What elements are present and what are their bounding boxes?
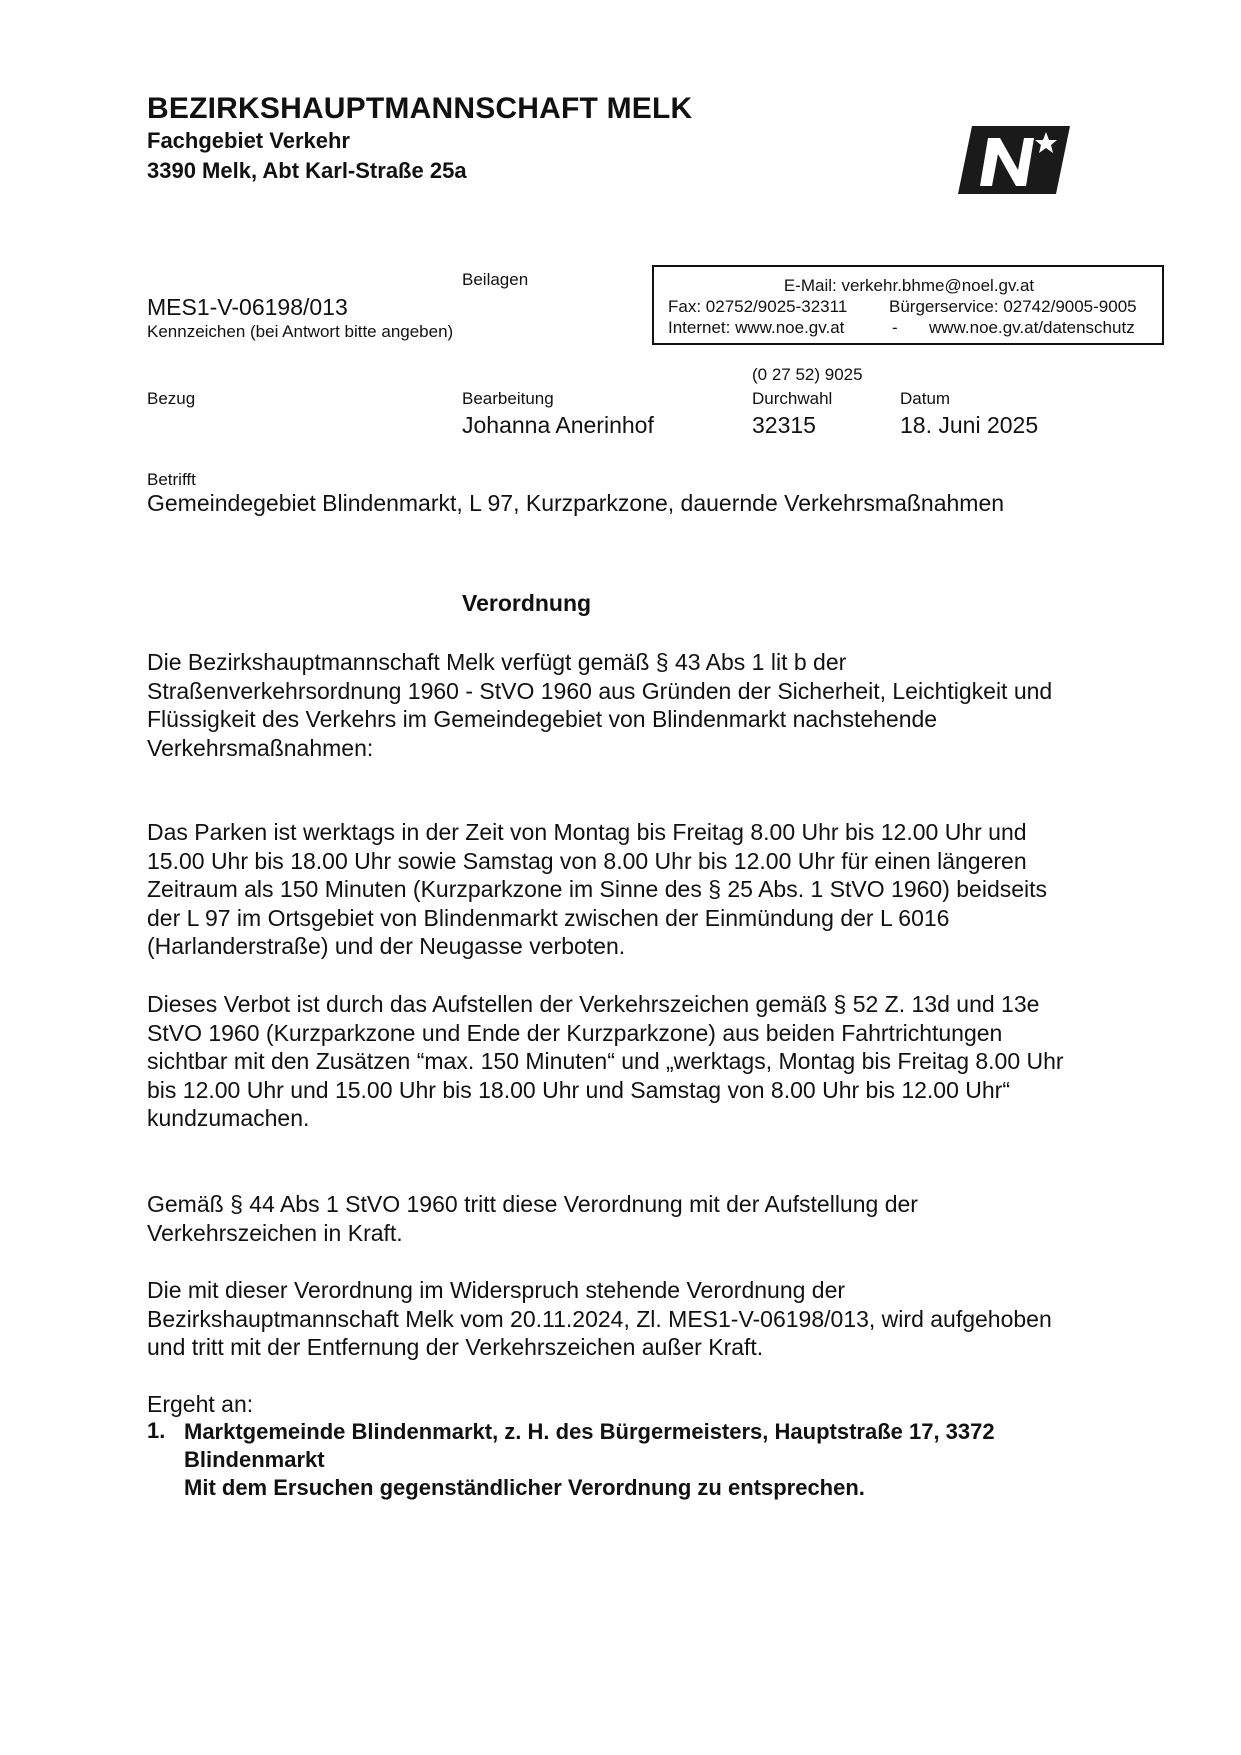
paragraph-line: Gemäß § 44 Abs 1 StVO 1960 tritt diese Verordnung mit der Aufstellung der [147, 1191, 918, 1217]
paragraph-line: bis 12.00 Uhr und 15.00 Uhr bis 18.00 Uhr und Samstag von 8.00 Uhr bis 12.00 Uhr“ [147, 1076, 1010, 1103]
paragraph-line: Verkehrsmaßnahmen: [147, 734, 374, 761]
bearbeitung-label: Bearbeitung [462, 389, 554, 408]
phone-prefix: (0 27 52) 9025 [752, 365, 863, 384]
paragraph-repeal [147, 1276, 1147, 1362]
paragraph-signage [147, 990, 1147, 1133]
paragraph-line: Das Parken ist werktags in der Zeit von Montag bis Freitag 8.00 Uhr bis 12.00 Uhr und [147, 819, 1027, 845]
distribution-recipient [184, 1418, 1144, 1502]
paragraph-line: Die Bezirkshauptmannschaft Melk verfügt gemäß § 43 Abs 1 lit b der [147, 649, 847, 675]
paragraph-line: der L 97 im Ortsgebiet von Blindenmarkt zwischen der Einmündung der L 6016 [147, 904, 950, 931]
file-number-label: Kennzeichen (bei Antwort bitte angeben) [147, 322, 454, 341]
document-heading: Verordnung [462, 590, 592, 616]
recipient-line: Mit dem Ersuchen gegenständlicher Verordnung zu entsprechen. [184, 1475, 865, 1500]
bezug-label: Bezug [147, 389, 196, 408]
paragraph-line: Bezirkshauptmannschaft Melk vom 20.11.2024, Zl. MES1-V-06198/013, wird aufgehoben [147, 1305, 1052, 1332]
contact-internet: Internet: www.noe.gv.at [668, 318, 845, 337]
paragraph-effective [147, 1190, 1147, 1247]
contact-service: Bürgerservice: 02742/9005-9005 [889, 297, 1137, 316]
durchwahl-value: 32315 [752, 412, 816, 438]
paragraph-line: und tritt mit der Entfernung der Verkehrszeichen außer Kraft. [147, 1334, 764, 1360]
noe-logo-icon [958, 126, 1070, 194]
paragraph-line: Verkehrszeichen in Kraft. [147, 1219, 403, 1246]
paragraph-line: Straßenverkehrsordnung 1960 - StVO 1960 aus Gründen der Sicherheit, Leichtigkeit und [147, 677, 1053, 704]
paragraph-line: 15.00 Uhr bis 18.00 Uhr sowie Samstag von 8.00 Uhr bis 12.00 Uhr für einen längeren [147, 847, 1027, 874]
distribution-label: Ergeht an: [147, 1391, 254, 1417]
datum-value: 18. Juni 2025 [900, 412, 1039, 438]
department: Fachgebiet Verkehr [147, 128, 350, 153]
paragraph-line: Die mit dieser Verordnung im Widerspruch stehende Verordnung der [147, 1277, 846, 1303]
attachments-label: Beilagen [462, 270, 529, 289]
paragraph-parking-rule [147, 818, 1147, 961]
paragraph-line: sichtbar mit den Zusätzen “max. 150 Minuten“ und „werktags, Montag bis Freitag 8.00 Uhr [147, 1048, 1064, 1074]
recipient-line: Blindenmarkt [184, 1447, 325, 1472]
contact-box [652, 265, 1164, 345]
recipient-line: Marktgemeinde Blindenmarkt, z. H. des Bürgermeisters, Hauptstraße 17, 3372 [184, 1419, 995, 1444]
paragraph-line: kundzumachen. [147, 1105, 310, 1131]
contact-email: E-Mail: verkehr.bhme@noel.gv.at [783, 276, 1035, 295]
subject-text: Gemeindegebiet Blindenmarkt, L 97, Kurzparkzone, dauernde Verkehrsmaßnahmen [147, 490, 1005, 516]
contact-privacy: www.noe.gv.at/datenschutz [929, 318, 1135, 337]
file-number: MES1-V-06198/013 [147, 294, 348, 320]
paragraph-line: StVO 1960 (Kurzparkzone und Ende der Kurzparkzone) aus beiden Fahrtrichtungen [147, 1019, 1003, 1046]
distribution-number: 1. [147, 1418, 166, 1443]
paragraph-intro [147, 648, 1147, 762]
paragraph-line: Dieses Verbot ist durch das Aufstellen der Verkehrszeichen gemäß § 52 Z. 13d und 13e [147, 991, 1040, 1017]
datum-label: Datum [900, 389, 951, 408]
address: 3390 Melk, Abt Karl-Straße 25a [147, 158, 467, 183]
bearbeitung-value: Johanna Anerinhof [462, 412, 654, 438]
org-name: BEZIRKSHAUPTMANNSCHAFT MELK [147, 92, 693, 125]
contact-separator: - [892, 318, 898, 337]
paragraph-line: (Harlanderstraße) und der Neugasse verboten. [147, 933, 626, 959]
paragraph-line: Zeitraum als 150 Minuten (Kurzparkzone im Sinne des § 25 Abs. 1 StVO 1960) beidseits [147, 876, 1048, 902]
subject-label: Betrifft [147, 470, 196, 489]
paragraph-line: Flüssigkeit des Verkehrs im Gemeindegebiet von Blindenmarkt nachstehende [147, 706, 938, 732]
durchwahl-label: Durchwahl [752, 389, 833, 408]
contact-fax: Fax: 02752/9025-32311 [668, 297, 848, 316]
